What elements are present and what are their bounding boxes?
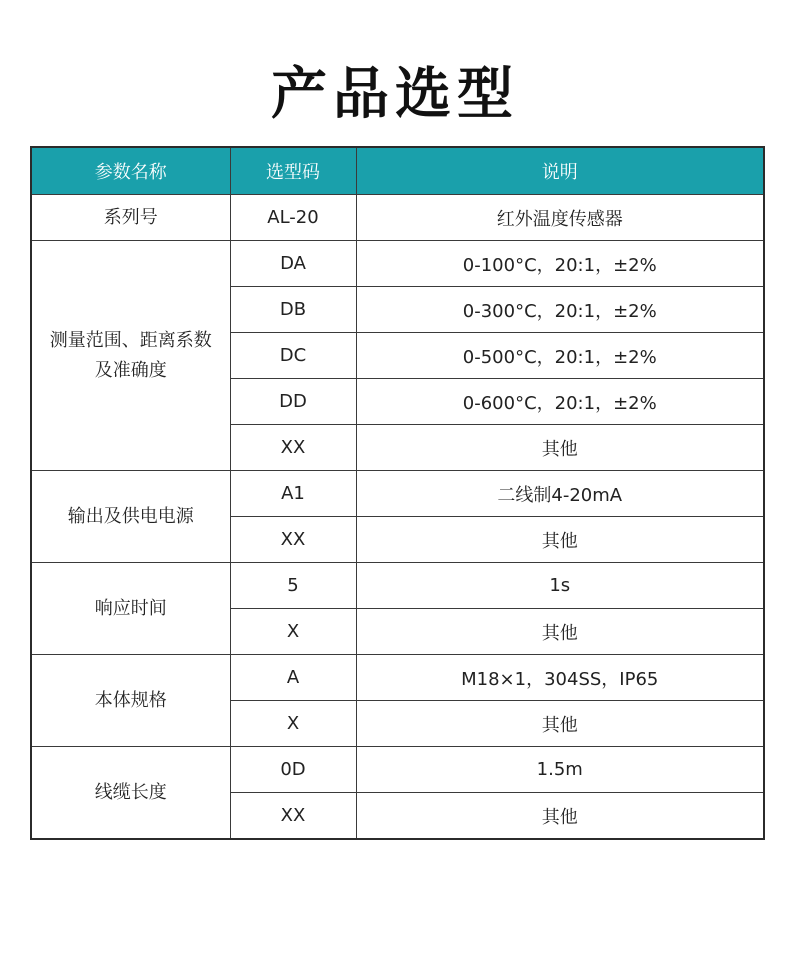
header-param-name: 参数名称 xyxy=(31,147,230,195)
desc-cell: 1.5m xyxy=(356,747,764,793)
code-cell: DB xyxy=(230,287,356,333)
desc-cell: 红外温度传感器 xyxy=(356,195,764,241)
code-cell: A1 xyxy=(230,471,356,517)
desc-cell: M18×1，304SS，IP65 xyxy=(356,655,764,701)
table-row xyxy=(31,241,764,287)
desc-cell: 1s xyxy=(356,563,764,609)
desc-cell: 二线制4-20mA xyxy=(356,471,764,517)
page-title: 产品选型 xyxy=(271,62,519,127)
code-cell: AL-20 xyxy=(230,195,356,241)
table-row xyxy=(31,563,764,609)
code-cell: X xyxy=(230,609,356,655)
header-code: 选型码 xyxy=(230,147,356,195)
selection-table xyxy=(30,146,765,840)
param-cell: 系列号 xyxy=(31,195,230,241)
table-row xyxy=(31,655,764,701)
desc-cell: 其他 xyxy=(356,609,764,655)
code-cell: 0D xyxy=(230,747,356,793)
code-cell: X xyxy=(230,701,356,747)
desc-cell: 0-500°C，20:1，±2% xyxy=(356,333,764,379)
desc-cell: 0-600°C，20:1，±2% xyxy=(356,379,764,425)
desc-cell: 其他 xyxy=(356,517,764,563)
table-row xyxy=(31,195,764,241)
code-cell: A xyxy=(230,655,356,701)
desc-cell: 其他 xyxy=(356,701,764,747)
code-cell: XX xyxy=(230,793,356,840)
code-cell: DC xyxy=(230,333,356,379)
code-cell: DA xyxy=(230,241,356,287)
code-cell: DD xyxy=(230,379,356,425)
desc-cell: 0-100°C，20:1，±2% xyxy=(356,241,764,287)
table-row xyxy=(31,747,764,793)
table-row xyxy=(31,471,764,517)
param-cell: 本体规格 xyxy=(31,655,230,747)
code-cell: XX xyxy=(230,517,356,563)
table-header-row xyxy=(31,147,764,195)
param-cell: 测量范围、距离系数及准确度 xyxy=(31,241,230,471)
desc-cell: 其他 xyxy=(356,425,764,471)
desc-cell: 0-300°C，20:1，±2% xyxy=(356,287,764,333)
param-cell: 线缆长度 xyxy=(31,747,230,840)
code-cell: 5 xyxy=(230,563,356,609)
desc-cell: 其他 xyxy=(356,793,764,840)
param-cell: 输出及供电电源 xyxy=(31,471,230,563)
header-description: 说明 xyxy=(356,147,764,195)
code-cell: XX xyxy=(230,425,356,471)
param-cell: 响应时间 xyxy=(31,563,230,655)
